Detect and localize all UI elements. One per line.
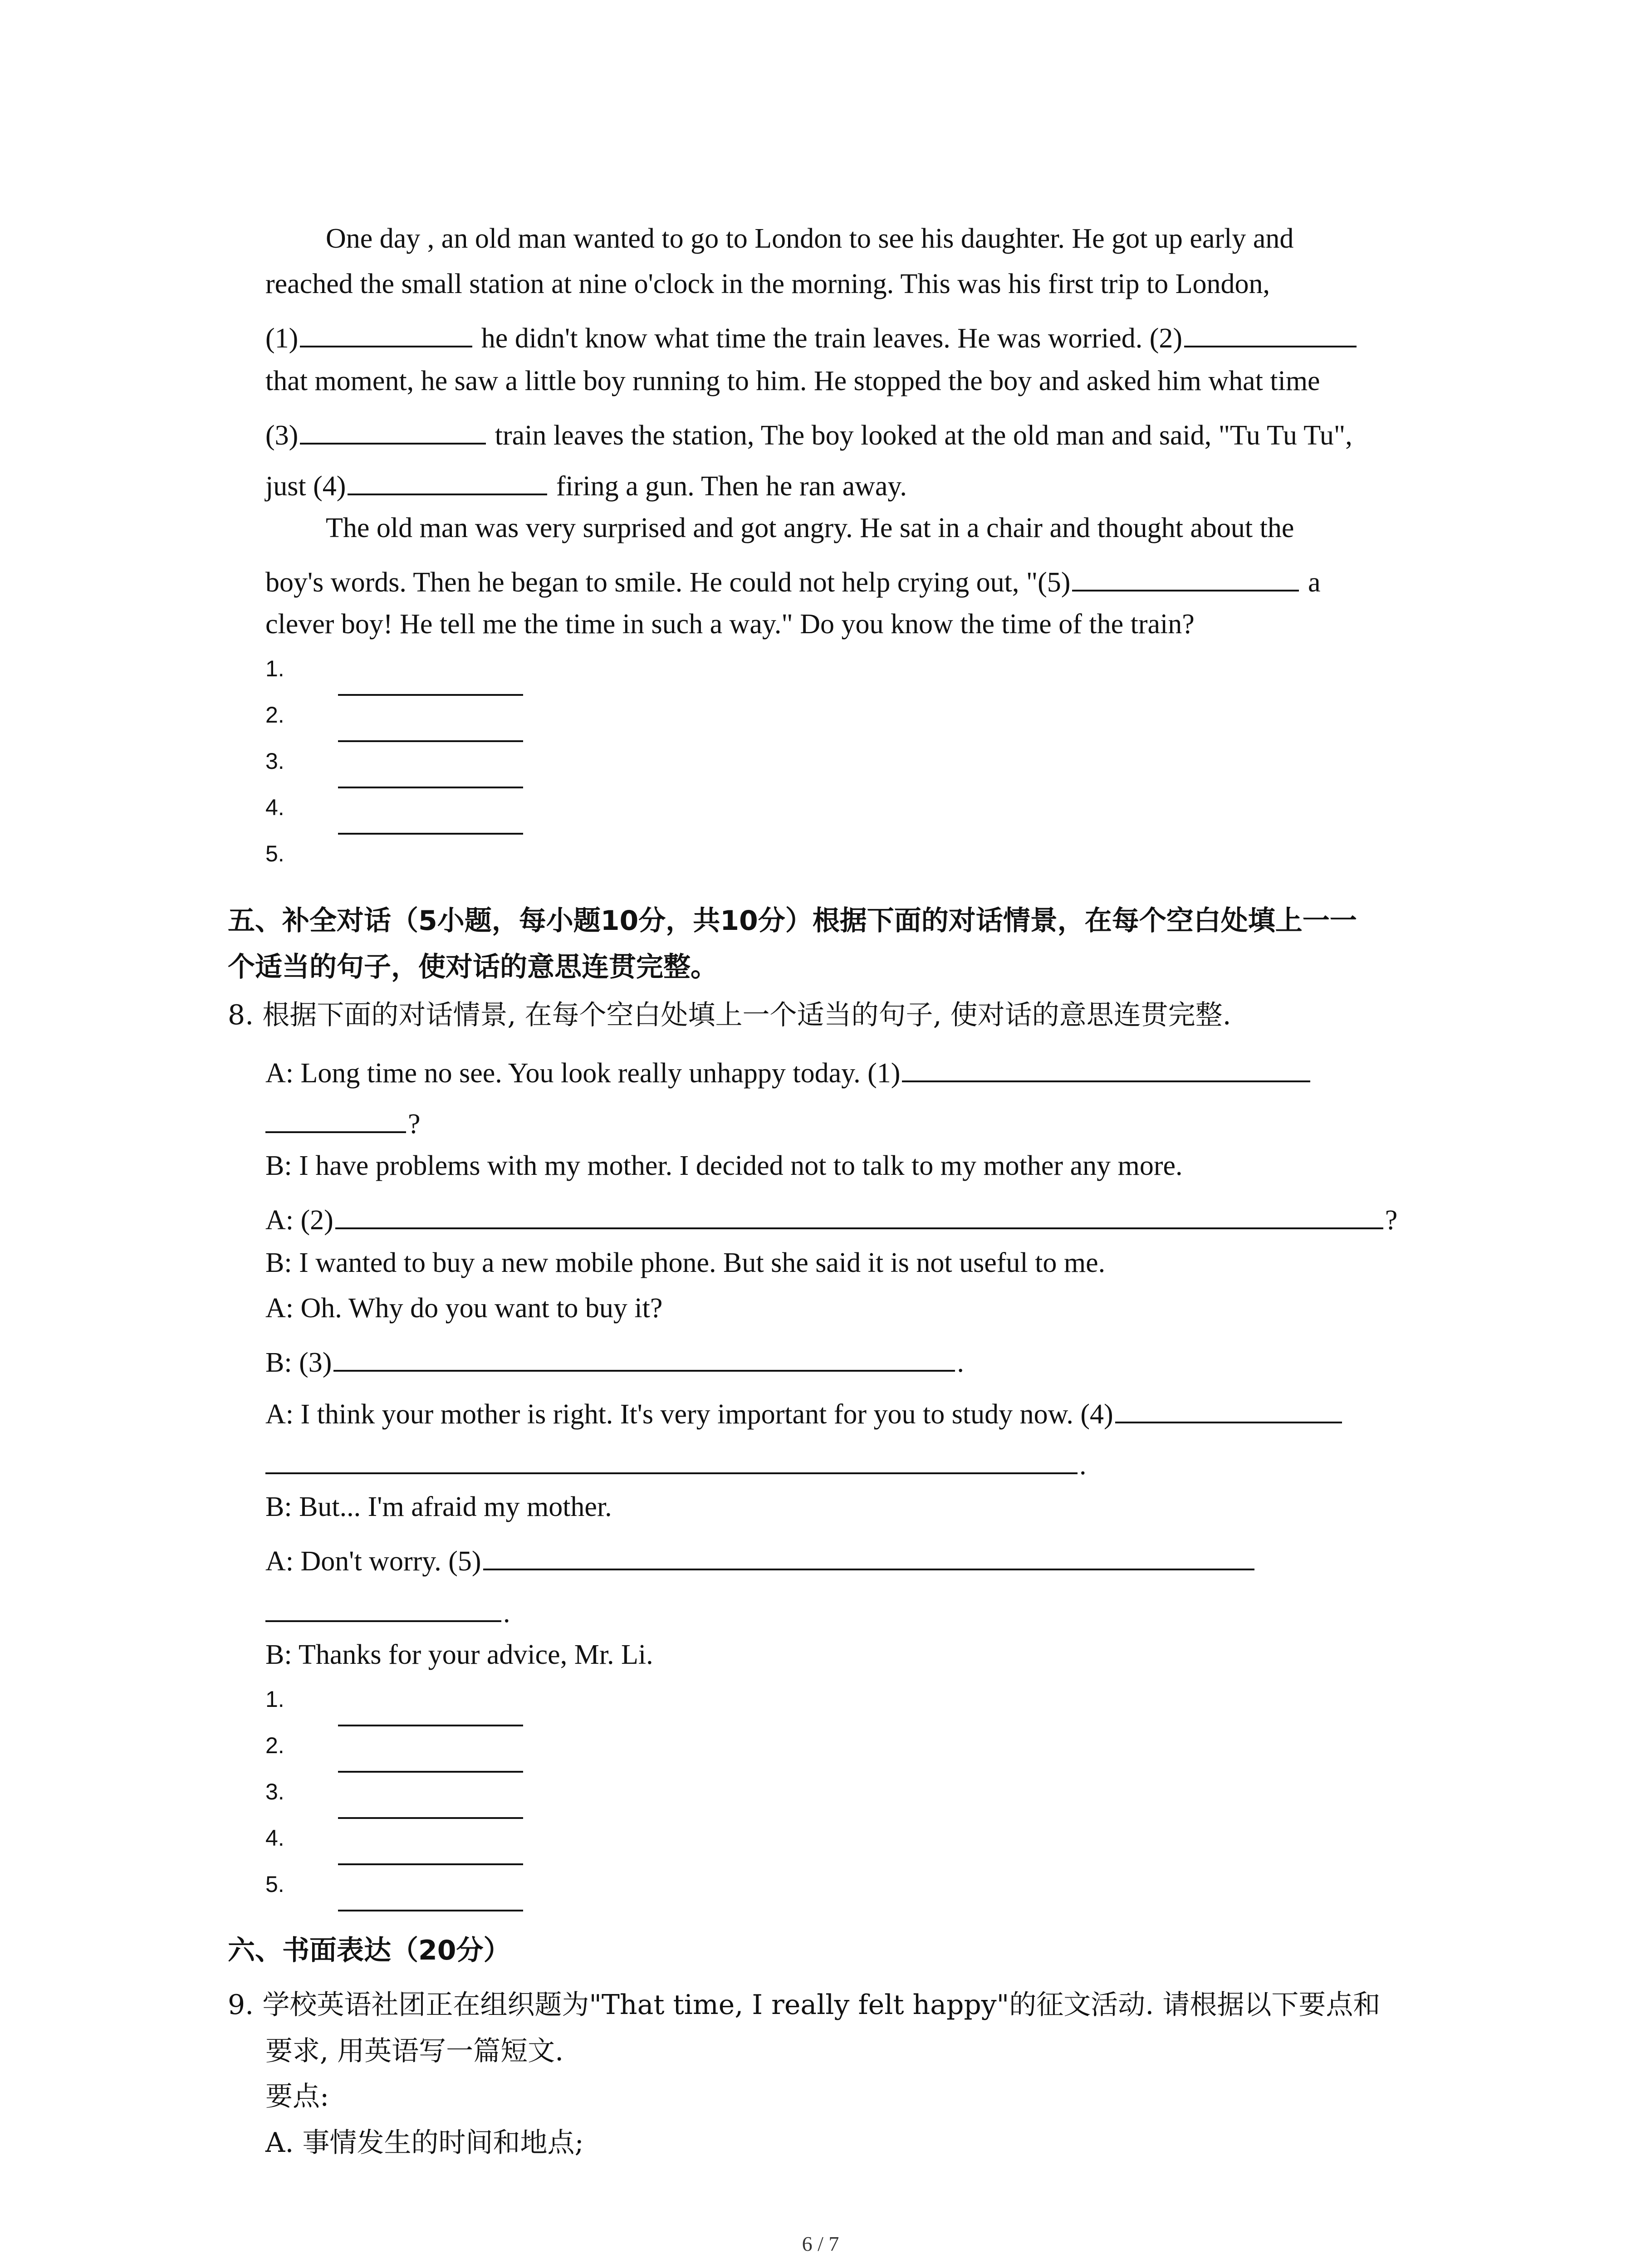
dialogue-line: B: Thanks for your advice, Mr. Li. [265,1639,653,1670]
answer-line-5[interactable] [338,1910,523,1911]
dialogue-line [265,1102,421,1142]
answer-number: 5. [265,1872,284,1897]
answer-number: 1. [265,656,284,681]
passage-line [265,414,1352,454]
dialogue-text: B: (3) [265,1347,332,1378]
answer-number: 4. [265,1825,284,1851]
passage-line [265,561,1320,601]
question-text: 要点: [265,2081,329,2112]
blank-1[interactable] [300,317,472,347]
answer-line-2[interactable] [338,740,523,742]
dialogue-line [265,1540,1256,1579]
dialogue-text: . [957,1347,964,1378]
passage-text: train leaves the station, The boy looked at the old man and said, "Tu Tu Tu", [488,420,1352,451]
dialogue-blank-4-cont[interactable] [265,1443,1078,1474]
answer-line-3[interactable] [338,1817,523,1819]
blank-4[interactable] [348,464,547,495]
answer-number: 1. [265,1686,284,1712]
dialogue-line [265,1198,1397,1238]
passage-line: One day , an old man wanted to go to London to see his daughter. He got up early and [326,223,1294,254]
answer-line-1[interactable] [338,1725,523,1726]
dialogue-blank-5-cont[interactable] [265,1591,501,1622]
passage-line [265,464,907,504]
section-title: 六、书面表达（20分） [228,1935,511,1966]
dialogue-blank-1-cont[interactable] [265,1102,406,1133]
dialogue-blank-2[interactable] [335,1198,1383,1229]
passage-text: just (4) [265,471,346,502]
passage-line: reached the small station at nine o'clock in the morning. This was his first trip to London, [265,269,1270,299]
dialogue-text: A: Long time no see. You look really unhappy today. (1) [265,1058,901,1089]
section-title: 个适当的句子，使对话的意思连贯完整。 [228,951,718,983]
dialogue-line [265,1051,1312,1091]
passage-line: that moment, he saw a little boy running to him. He stopped the boy and asked him what time [265,366,1320,396]
blank-label: (3) [265,420,299,451]
dialogue-blank-1[interactable] [902,1051,1310,1082]
answer-line-4[interactable] [338,833,523,835]
dialogue-line: A: Oh. Why do you want to buy it? [265,1293,663,1324]
dialogue-text: A: (2) [265,1205,333,1236]
passage-text: he didn't know what time the train leaves. He was worried. (2) [474,323,1183,354]
passage-line: clever boy! He tell me the time in such a way." Do you know the time of the train? [265,609,1195,640]
passage-text: firing a gun. Then he ran away. [549,471,907,502]
answer-line-3[interactable] [338,787,523,788]
passage-line [265,317,1358,357]
passage-text: a [1301,567,1321,598]
answer-line-1[interactable] [338,694,523,696]
answer-number: 3. [265,748,284,774]
dialogue-blank-3[interactable] [333,1341,955,1372]
answer-number: 2. [265,1733,284,1758]
dialogue-text: . [503,1598,510,1628]
dialogue-line [265,1393,1344,1432]
section-title: 五、补全对话（5小题，每小题10分，共10分）根据下面的对话情景，在每个空白处填上一一 [228,905,1357,937]
answer-number: 5. [265,841,284,866]
blank-5[interactable] [1072,561,1299,591]
answer-number: 3. [265,1779,284,1804]
dialogue-text: ? [1385,1205,1398,1236]
dialogue-line: B: I wanted to buy a new mobile phone. But she said it is not useful to me. [265,1247,1106,1278]
blank-3[interactable] [300,414,486,445]
dialogue-line [265,1443,1087,1483]
dialogue-line: B: I have problems with my mother. I decided not to talk to my mother any more. [265,1150,1183,1181]
dialogue-line [265,1591,510,1631]
answer-number: 4. [265,795,284,820]
answer-line-2[interactable] [338,1771,523,1773]
answer-line-4[interactable] [338,1863,523,1865]
passage-line: The old man was very surprised and got angry. He sat in a chair and thought about the [326,513,1294,543]
dialogue-text: ? [408,1109,421,1139]
question-prompt: 8. 根据下面的对话情景, 在每个空白处填上一个适当的句子, 使对话的意思连贯完整. [228,999,1231,1031]
answer-number: 2. [265,702,284,728]
dialogue-text: . [1079,1450,1087,1481]
page-number: 6 / 7 [802,2232,839,2255]
dialogue-text: A: Don't worry. (5) [265,1546,481,1577]
passage-text: boy's words. Then he began to smile. He could not help crying out, "(5) [265,567,1071,598]
dialogue-line: B: But... I'm afraid my mother. [265,1491,612,1522]
blank-label: (1) [265,323,299,354]
dialogue-text: A: I think your mother is right. It's very important for you to study now. (4) [265,1399,1113,1430]
question-text: 要求, 用英语写一篇短文. [265,2035,564,2067]
blank-2[interactable] [1184,317,1357,347]
question-text: A. 事情发生的时间和地点; [265,2127,584,2159]
dialogue-blank-5[interactable] [483,1540,1254,1570]
question-text: 9. 学校英语社团正在组织题为"That time, I really felt happy"的征文活动. 请根据以下要点和 [228,1989,1381,2021]
dialogue-blank-4[interactable] [1115,1393,1342,1423]
dialogue-line [265,1341,964,1381]
